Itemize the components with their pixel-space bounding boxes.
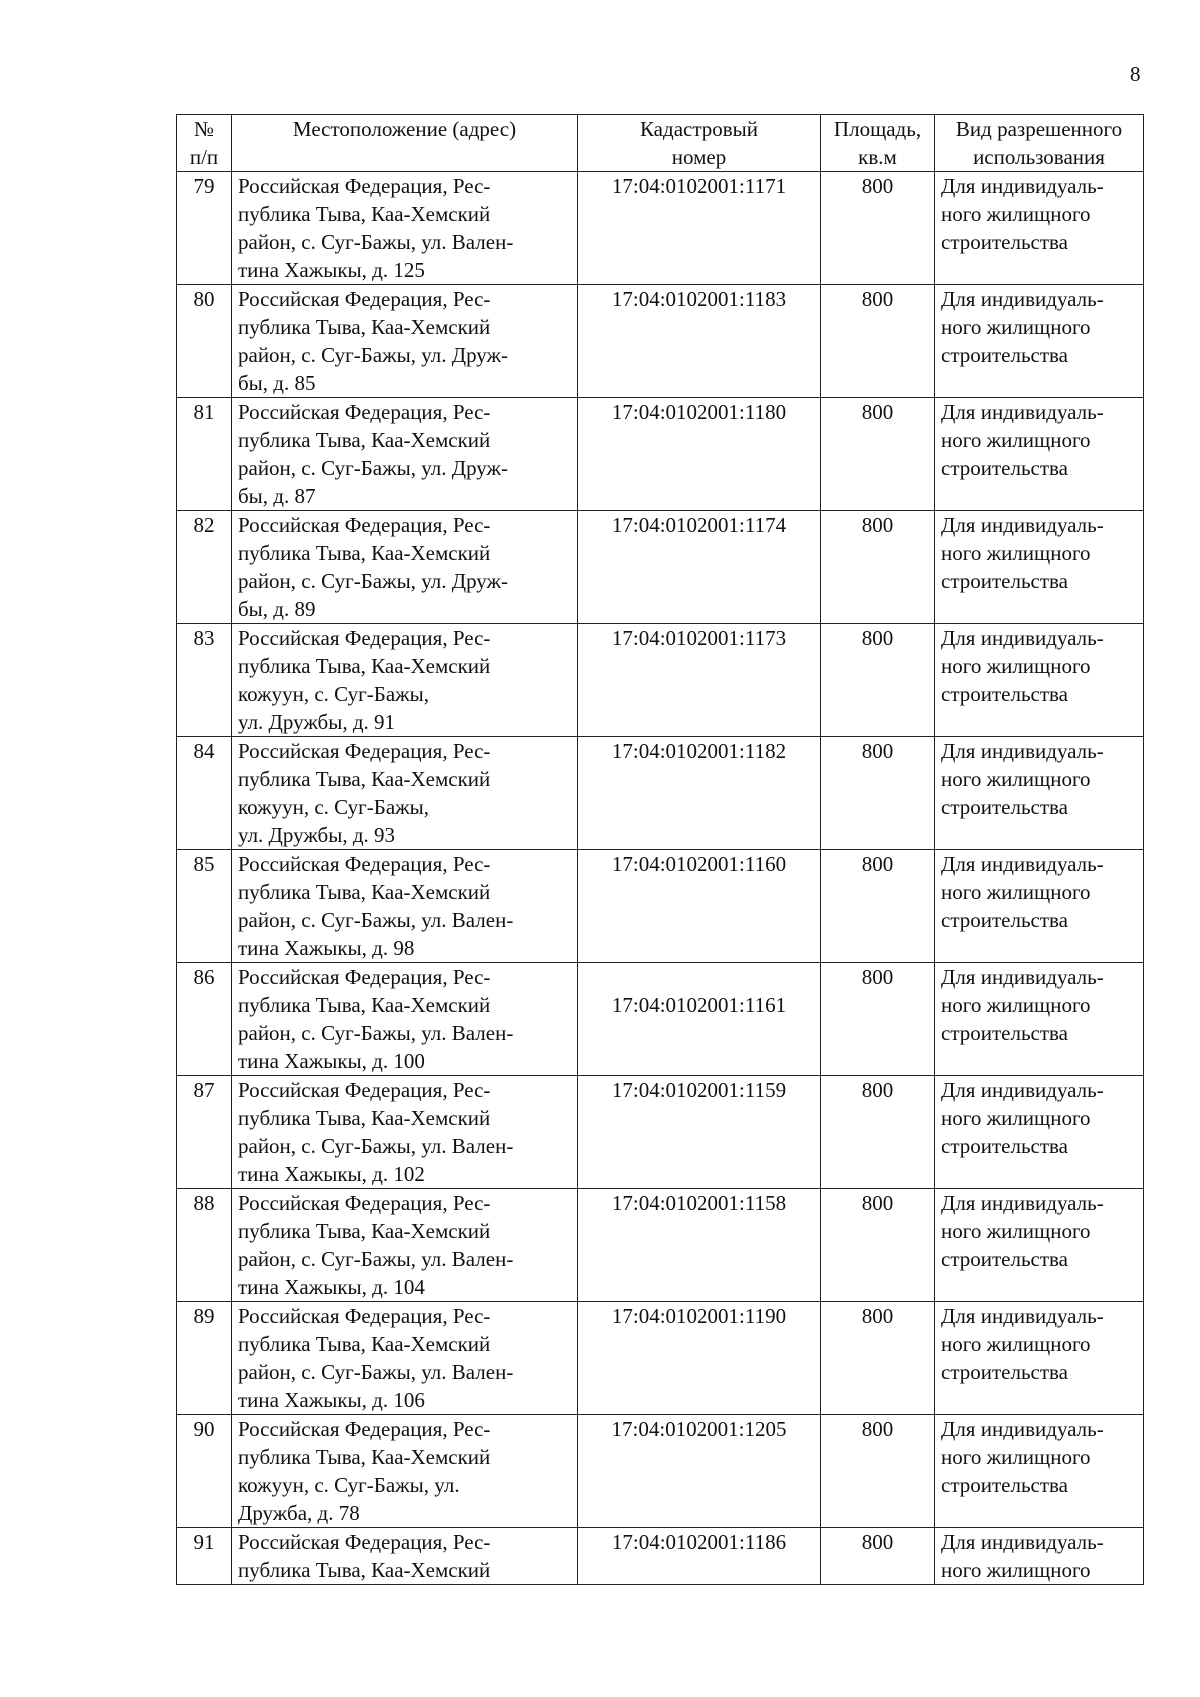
row-number bbox=[177, 511, 232, 624]
row-area-text: 800 bbox=[861, 287, 894, 311]
row-cadastral-number-text: 17:04:0102001:1190 bbox=[611, 1304, 787, 1328]
row-permitted-use-text: Для индивидуаль- ного жилищного строительства bbox=[941, 400, 1104, 480]
row-permitted-use bbox=[935, 1415, 1144, 1528]
row-permitted-use-text: Для индивидуаль- ного жилищного строительства bbox=[941, 1417, 1104, 1497]
row-cadastral-number-text: 17:04:0102001:1173 bbox=[611, 626, 787, 650]
row-number bbox=[177, 1302, 232, 1415]
header-cadastral: Кадастровый номер bbox=[578, 115, 821, 172]
row-permitted-use-text: Для индивидуаль- ного жилищного строительства bbox=[941, 174, 1104, 254]
row-address-text: Российская Федерация, Рес- публика Тыва, Каа-Хемский район, с. Суг-Бажы, ул. Вален- тина Хажыкы, д. 100 bbox=[238, 965, 514, 1073]
row-address bbox=[232, 963, 578, 1076]
table-header-row bbox=[177, 115, 1144, 172]
row-address-text: Российская Федерация, Рес- публика Тыва, Каа-Хемский район, с. Суг-Бажы, ул. Друж- бы, д. 85 bbox=[238, 287, 509, 395]
row-number-text: 87 bbox=[193, 1078, 215, 1102]
row-address-text: Российская Федерация, Рес- публика Тыва, Каа-Хемский район, с. Суг-Бажы, ул. Вален- тина Хажыкы, д. 104 bbox=[238, 1191, 514, 1299]
row-cadastral-number bbox=[578, 963, 821, 1076]
row-permitted-use bbox=[935, 511, 1144, 624]
row-number-text: 90 bbox=[193, 1417, 215, 1441]
table-row bbox=[177, 398, 1144, 511]
header-permitted-use: Вид разрешенного использования bbox=[935, 115, 1144, 172]
table-row bbox=[177, 1415, 1144, 1528]
row-area bbox=[821, 850, 935, 963]
row-number-text: 79 bbox=[193, 174, 215, 198]
row-cadastral-number-text: 17:04:0102001:1161 bbox=[611, 993, 787, 1017]
row-area bbox=[821, 963, 935, 1076]
row-address bbox=[232, 737, 578, 850]
row-cadastral-number bbox=[578, 1189, 821, 1302]
row-number-text: 89 bbox=[193, 1304, 215, 1328]
row-area bbox=[821, 1528, 935, 1585]
row-address-text: Российская Федерация, Рес- публика Тыва, Каа-Хемский кожуун, с. Суг-Бажы, ул. Дружбы, д. 93 bbox=[238, 739, 491, 847]
row-area-text: 800 bbox=[861, 739, 894, 763]
row-area bbox=[821, 1415, 935, 1528]
row-number bbox=[177, 624, 232, 737]
row-address-text: Российская Федерация, Рес- публика Тыва, Каа-Хемский район, с. Суг-Бажы, ул. Вален- тина Хажыкы, д. 106 bbox=[238, 1304, 514, 1412]
row-area bbox=[821, 511, 935, 624]
row-permitted-use-text: Для индивидуаль- ного жилищного строительства bbox=[941, 1078, 1104, 1158]
row-address bbox=[232, 1076, 578, 1189]
row-permitted-use-text: Для индивидуаль- ного жилищного строительства bbox=[941, 513, 1104, 593]
table-row bbox=[177, 1302, 1144, 1415]
row-area-text: 800 bbox=[861, 174, 894, 198]
row-permitted-use-text: Для индивидуаль- ного жилищного строительства bbox=[941, 852, 1104, 932]
row-permitted-use bbox=[935, 1189, 1144, 1302]
row-permitted-use-text: Для индивидуаль- ного жилищного строительства bbox=[941, 287, 1104, 367]
row-permitted-use-text: Для индивидуаль- ного жилищного строительства bbox=[941, 1304, 1104, 1384]
row-area-text: 800 bbox=[861, 1530, 894, 1554]
table-row bbox=[177, 963, 1144, 1076]
row-permitted-use bbox=[935, 1076, 1144, 1189]
row-area bbox=[821, 172, 935, 285]
row-number-text: 80 bbox=[193, 287, 215, 311]
row-area bbox=[821, 737, 935, 850]
row-area bbox=[821, 398, 935, 511]
row-area-text: 800 bbox=[861, 400, 894, 424]
row-area bbox=[821, 624, 935, 737]
row-area-text: 800 bbox=[861, 626, 894, 650]
row-area-text: 800 bbox=[861, 513, 894, 537]
row-cadastral-number-text: 17:04:0102001:1180 bbox=[611, 400, 787, 424]
row-cadastral-number-text: 17:04:0102001:1174 bbox=[611, 513, 787, 537]
row-address-text: Российская Федерация, Рес- публика Тыва, Каа-Хемский район, с. Суг-Бажы, ул. Друж- бы, д. 87 bbox=[238, 400, 509, 508]
row-permitted-use bbox=[935, 850, 1144, 963]
row-cadastral-number bbox=[578, 624, 821, 737]
row-number-text: 85 bbox=[193, 852, 215, 876]
row-cadastral-number bbox=[578, 850, 821, 963]
land-plots-table bbox=[176, 114, 1144, 1585]
row-cadastral-number-text: 17:04:0102001:1159 bbox=[611, 1078, 787, 1102]
row-cadastral-number-text: 17:04:0102001:1158 bbox=[611, 1191, 787, 1215]
row-cadastral-number bbox=[578, 1528, 821, 1585]
row-number bbox=[177, 1528, 232, 1585]
row-cadastral-number bbox=[578, 1076, 821, 1189]
row-cadastral-number bbox=[578, 398, 821, 511]
table-row bbox=[177, 1528, 1144, 1585]
row-permitted-use bbox=[935, 624, 1144, 737]
row-number-text: 84 bbox=[193, 739, 215, 763]
row-area-text: 800 bbox=[861, 852, 894, 876]
row-cadastral-number bbox=[578, 1415, 821, 1528]
row-number-text: 86 bbox=[193, 965, 215, 989]
row-address bbox=[232, 1415, 578, 1528]
row-address-text: Российская Федерация, Рес- публика Тыва, Каа-Хемский район, с. Суг-Бажы, ул. Друж- бы, д. 89 bbox=[238, 513, 509, 621]
row-area-text: 800 bbox=[861, 1078, 894, 1102]
row-permitted-use bbox=[935, 285, 1144, 398]
row-area bbox=[821, 1076, 935, 1189]
row-number bbox=[177, 1076, 232, 1189]
row-number-text: 81 bbox=[193, 400, 215, 424]
row-permitted-use bbox=[935, 172, 1144, 285]
row-address bbox=[232, 172, 578, 285]
row-number bbox=[177, 285, 232, 398]
table-row bbox=[177, 737, 1144, 850]
row-address-text: Российская Федерация, Рес- публика Тыва, Каа-Хемский район, с. Суг-Бажы, ул. Вален- тина Хажыкы, д. 98 bbox=[238, 852, 514, 960]
row-address bbox=[232, 624, 578, 737]
table-row bbox=[177, 1189, 1144, 1302]
row-cadastral-number-text: 17:04:0102001:1205 bbox=[611, 1417, 787, 1441]
row-address bbox=[232, 850, 578, 963]
row-number bbox=[177, 172, 232, 285]
row-cadastral-number bbox=[578, 172, 821, 285]
row-address-text: Российская Федерация, Рес- публика Тыва, Каа-Хемский район, с. Суг-Бажы, ул. Вален- тина Хажыкы, д. 125 bbox=[238, 174, 514, 282]
row-cadastral-number bbox=[578, 737, 821, 850]
table-row bbox=[177, 624, 1144, 737]
row-address bbox=[232, 1189, 578, 1302]
row-number bbox=[177, 1189, 232, 1302]
row-area-text: 800 bbox=[861, 1304, 894, 1328]
row-permitted-use bbox=[935, 1302, 1144, 1415]
row-permitted-use-text: Для индивидуаль- ного жилищного строительства bbox=[941, 626, 1104, 706]
table-row bbox=[177, 850, 1144, 963]
row-permitted-use-text: Для индивидуаль- ного жилищного bbox=[941, 1530, 1104, 1582]
row-cadastral-number-text: 17:04:0102001:1183 bbox=[611, 287, 787, 311]
row-address-text: Российская Федерация, Рес- публика Тыва, Каа-Хемский район, с. Суг-Бажы, ул. Вален- тина Хажыкы, д. 102 bbox=[238, 1078, 514, 1186]
row-address bbox=[232, 1302, 578, 1415]
row-address bbox=[232, 398, 578, 511]
table-row bbox=[177, 1076, 1144, 1189]
row-number bbox=[177, 737, 232, 850]
row-cadastral-number-text: 17:04:0102001:1186 bbox=[611, 1530, 787, 1554]
row-cadastral-number-text: 17:04:0102001:1182 bbox=[611, 739, 787, 763]
row-address-text: Российская Федерация, Рес- публика Тыва, Каа-Хемский bbox=[238, 1530, 491, 1582]
row-number bbox=[177, 398, 232, 511]
header-number: № п/п bbox=[177, 115, 232, 172]
row-number bbox=[177, 850, 232, 963]
row-number-text: 91 bbox=[193, 1530, 215, 1554]
row-area-text: 800 bbox=[861, 965, 894, 989]
row-number bbox=[177, 1415, 232, 1528]
row-area bbox=[821, 1302, 935, 1415]
row-area bbox=[821, 1189, 935, 1302]
row-permitted-use-text: Для индивидуаль- ного жилищного строительства bbox=[941, 965, 1104, 1045]
row-address bbox=[232, 1528, 578, 1585]
row-area bbox=[821, 285, 935, 398]
table-row bbox=[177, 285, 1144, 398]
row-cadastral-number bbox=[578, 1302, 821, 1415]
row-cadastral-number-text: 17:04:0102001:1160 bbox=[611, 852, 787, 876]
table-row bbox=[177, 511, 1144, 624]
row-area-text: 800 bbox=[861, 1417, 894, 1441]
row-permitted-use-text: Для индивидуаль- ного жилищного строительства bbox=[941, 1191, 1104, 1271]
row-cadastral-number-text: 17:04:0102001:1171 bbox=[611, 174, 787, 198]
row-address-text: Российская Федерация, Рес- публика Тыва, Каа-Хемский кожуун, с. Суг-Бажы, ул. Дружба, д. 78 bbox=[238, 1417, 491, 1525]
row-permitted-use bbox=[935, 1528, 1144, 1585]
header-area: Площадь, кв.м bbox=[821, 115, 935, 172]
row-address bbox=[232, 511, 578, 624]
row-permitted-use bbox=[935, 963, 1144, 1076]
row-number-text: 83 bbox=[193, 626, 215, 650]
header-address: Местоположение (адрес) bbox=[232, 115, 578, 172]
row-permitted-use bbox=[935, 398, 1144, 511]
row-permitted-use bbox=[935, 737, 1144, 850]
row-number-text: 82 bbox=[193, 513, 215, 537]
row-number-text: 88 bbox=[193, 1191, 215, 1215]
row-cadastral-number bbox=[578, 285, 821, 398]
row-permitted-use-text: Для индивидуаль- ного жилищного строительства bbox=[941, 739, 1104, 819]
table-row bbox=[177, 172, 1144, 285]
row-cadastral-number bbox=[578, 511, 821, 624]
row-address-text: Российская Федерация, Рес- публика Тыва, Каа-Хемский кожуун, с. Суг-Бажы, ул. Дружбы, д. 91 bbox=[238, 626, 491, 734]
row-address bbox=[232, 285, 578, 398]
row-number bbox=[177, 963, 232, 1076]
row-area-text: 800 bbox=[861, 1191, 894, 1215]
page-number: 8 bbox=[1130, 62, 1141, 86]
